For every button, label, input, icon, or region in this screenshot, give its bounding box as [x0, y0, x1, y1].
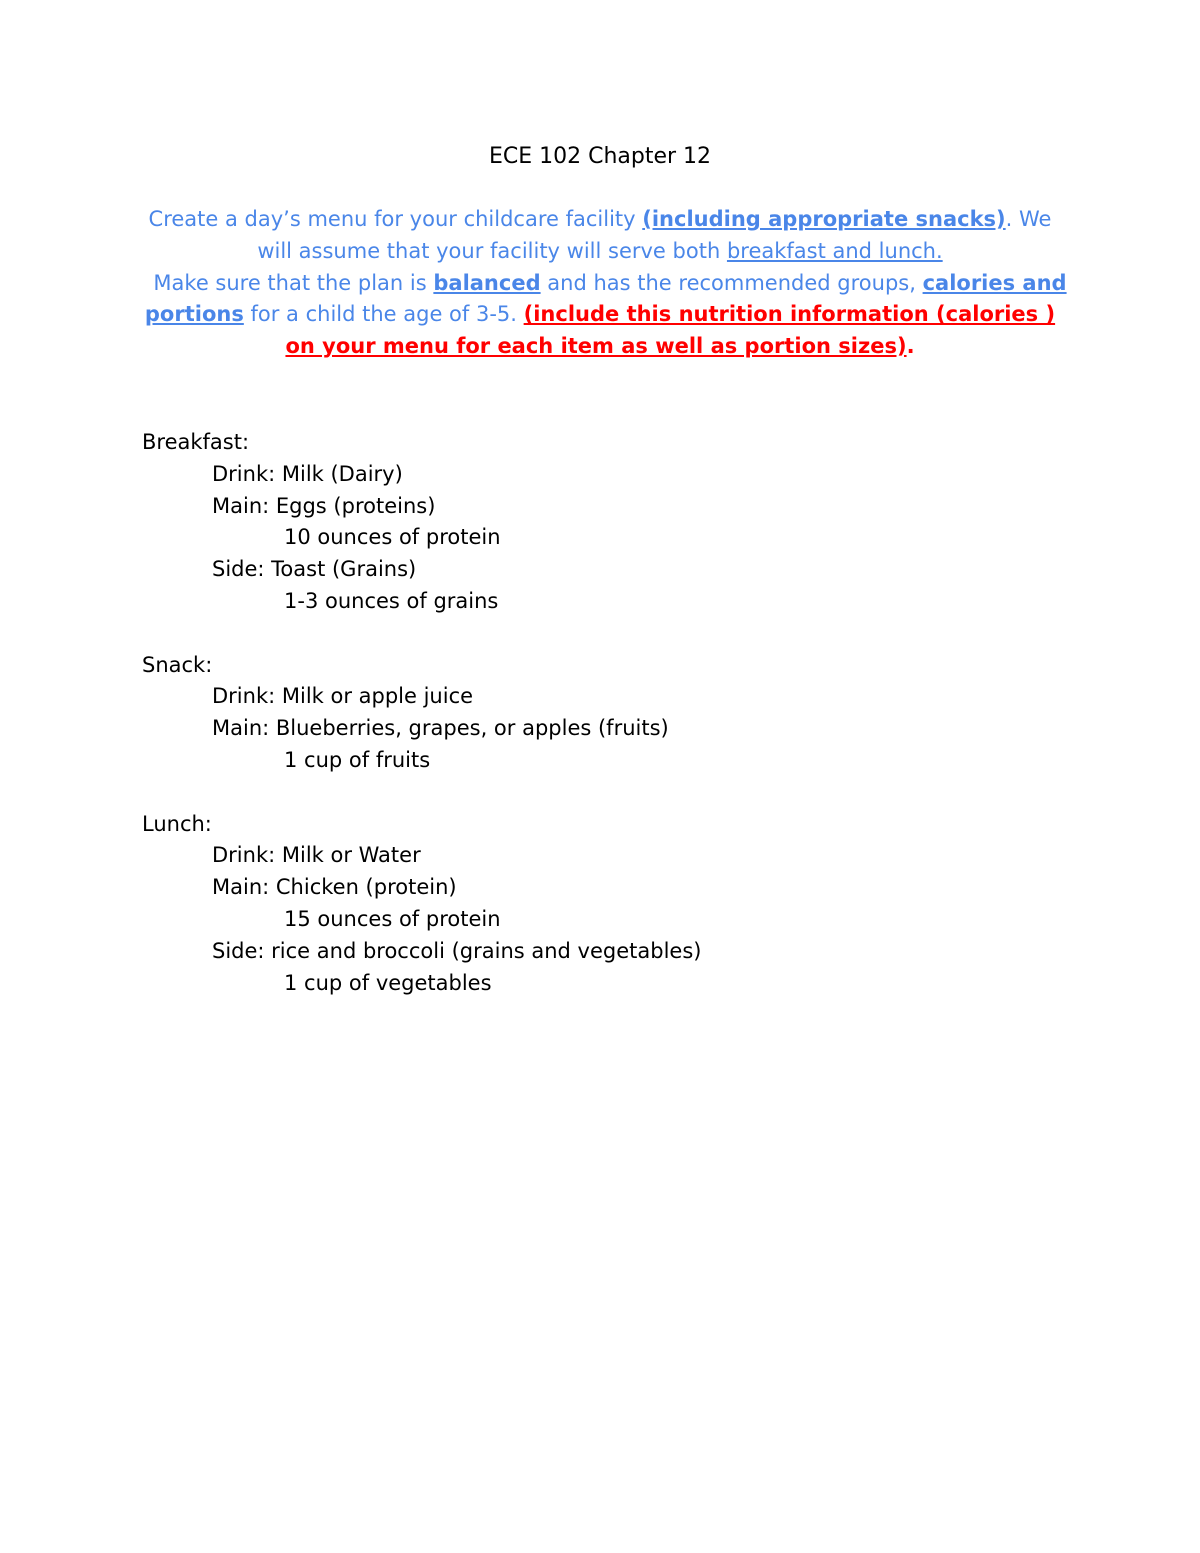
assignment-prompt [130, 204, 1070, 363]
document-title: ECE 102 Chapter 12 [488, 144, 712, 169]
prompt-period: . [906, 334, 915, 359]
menu-item-drink: Drink: Milk or Water [212, 843, 421, 868]
meal-lunch [142, 809, 1042, 1000]
meal-heading: Lunch: [142, 811, 212, 836]
prompt-nutrition-requirement: (include this nutrition information (calories ) on your menu for each item as well as portion sizes) [285, 302, 1056, 359]
prompt-balanced-emphasis: balanced [433, 270, 541, 295]
prompt-calories-emphasis: calories and portions [144, 270, 1067, 327]
portion-size: 10 ounces of protein [284, 525, 501, 550]
portion-size: 1-3 ounces of grains [284, 588, 499, 613]
menu-item-main: Main: Blueberries, grapes, or apples (fruits) [212, 716, 669, 741]
menu-item-drink: Drink: Milk or apple juice [212, 684, 474, 709]
prompt-meals-emphasis: breakfast and lunch. [726, 238, 943, 263]
prompt-text: Make sure that the plan is [133, 270, 434, 295]
prompt-text: and has the recommended groups, [540, 270, 923, 295]
meal-heading: Snack: [142, 652, 213, 677]
menu-item-main: Main: Chicken (protein) [212, 875, 457, 900]
menu-item-drink: Drink: Milk (Dairy) [212, 461, 403, 486]
portion-size: 1 cup of vegetables [284, 970, 492, 995]
meal-heading: Breakfast: [142, 430, 250, 454]
menu-item-side: Side: rice and broccoli (grains and vegetables) [212, 938, 702, 963]
prompt-text: Create a day’s menu for your childcare facility [148, 207, 643, 231]
portion-size: 1 cup of fruits [284, 747, 431, 772]
portion-size: 15 ounces of protein [284, 906, 501, 931]
menu-item-main: Main: Eggs (proteins) [212, 493, 436, 518]
meal-breakfast [142, 427, 1042, 618]
meal-snack [142, 650, 1042, 777]
prompt-text: for a child the age of 3-5. [243, 302, 524, 327]
prompt-text: . We will assume that your facility will serve both [257, 207, 1052, 263]
menu-item-side: Side: Toast (Grains) [212, 557, 417, 582]
prompt-snacks-emphasis: (including appropriate snacks) [642, 207, 1006, 231]
menu-plan [142, 427, 1042, 999]
